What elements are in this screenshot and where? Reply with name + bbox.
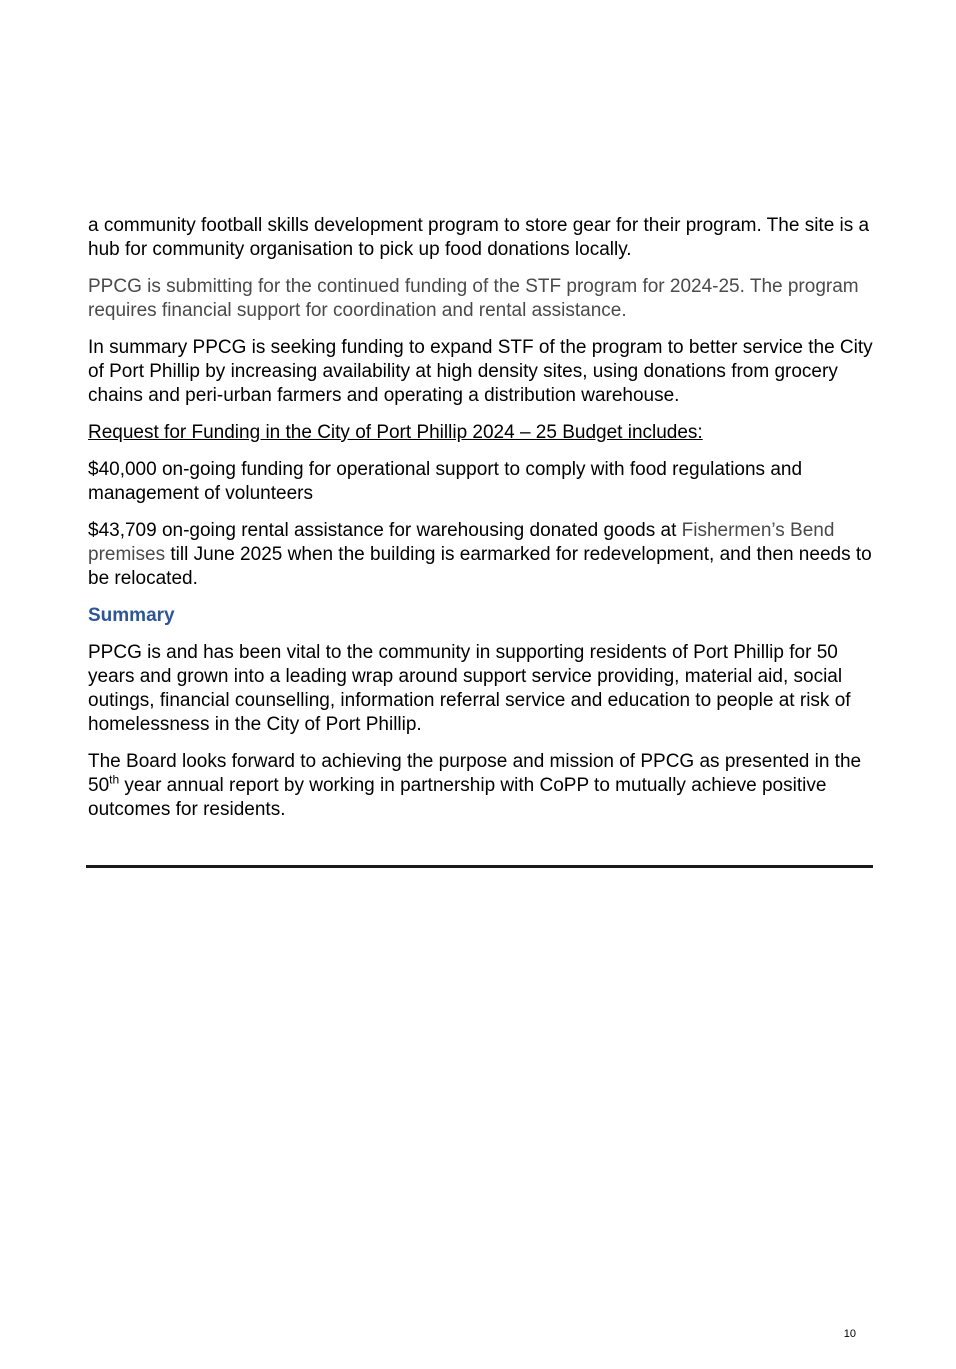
fishermens-bend-premises: Fishermen’s Bend premises — [88, 520, 835, 565]
paragraph-summary-funding: In summary PPCG is seeking funding to expand STF of the program to better service the City of Port Phillip by increasing availability at high density sites, using donations from grocery chains and peri-urban farmers and operating a distribution warehouse. — [88, 337, 873, 406]
paragraph-football-program: a community football skills development program to store gear for their program. The site is a hub for community organisation to pick up food donations locally. — [88, 215, 870, 260]
board-text-start: The Board looks forward to achieving the purpose and mission of PPCG as presented in the 50 — [88, 751, 862, 796]
superscript-th: th — [109, 772, 120, 787]
rental-text-end: till June 2025 when the building is earmarked for redevelopment, and then needs to be relocated. — [88, 544, 872, 589]
paragraph-board-outlook — [88, 750, 873, 822]
funding-item-operational: $40,000 on-going funding for operational support to comply with food regulations and management of volunteers — [88, 459, 803, 504]
funding-item-rental — [88, 519, 873, 591]
document-body — [88, 214, 873, 835]
horizontal-rule — [86, 865, 873, 868]
page-number: 10 — [843, 1328, 856, 1340]
summary-heading: Summary — [88, 605, 175, 626]
board-text-end: year annual report by working in partnership with CoPP to mutually achieve positive outcomes for residents. — [88, 775, 827, 820]
funding-request-heading: Request for Funding in the City of Port Phillip 2024 – 25 Budget includes: — [88, 422, 703, 443]
paragraph-ppcg-vital: PPCG is and has been vital to the community in supporting residents of Port Phillip for 50 years and grown into a leading wrap around support service providing, material aid, social outings, financial counselling, information referral service and education to people at risk of homelessness in the City of Port Phillip. — [88, 642, 851, 735]
paragraph-stf-submission: PPCG is submitting for the continued funding of the STF program for 2024-25. The program requires financial support for coordination and rental assistance. — [88, 276, 859, 321]
rental-text-start: $43,709 on-going rental assistance for warehousing donated goods at — [88, 520, 682, 541]
